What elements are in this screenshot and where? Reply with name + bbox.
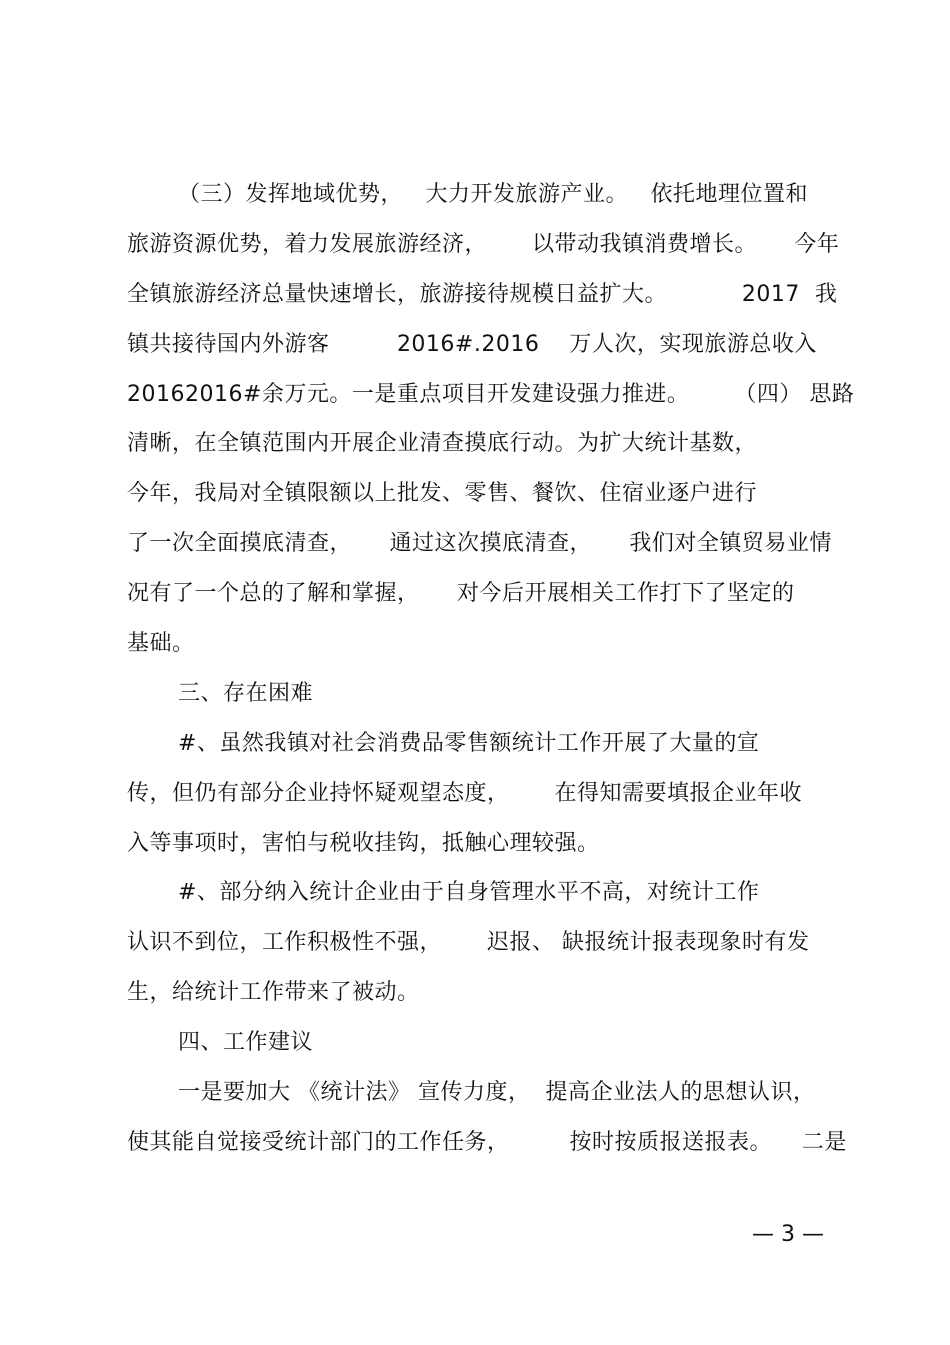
paragraph-line: 了一次全面摸底清查， 通过这次摸底清查， 我们对全镇贸易业情 [127, 531, 832, 556]
paragraph-line: 20162016#余万元。一是重点项目开发建设强力推进。 （四） 思路 [127, 382, 855, 407]
paragraph-line: 基础。 [127, 631, 195, 656]
paragraph-line: 入等事项时，害怕与税收挂钩，抵触心理较强。 [127, 831, 600, 856]
paragraph-line: 今年，我局对全镇限额以上批发、零售、餐饮、住宿业逐户进行 [127, 481, 758, 506]
paragraph-line: 况有了一个总的了解和掌握， 对今后开展相关工作打下了坚定的 [127, 581, 795, 606]
section-heading: 四、工作建议 [178, 1030, 314, 1055]
paragraph-line: #、部分纳入统计企业由于自身管理水平不高，对统计工作 [178, 880, 760, 905]
paragraph-line: 全镇旅游经济总量快速增长，旅游接待规模日益扩大。 2017 我 [127, 282, 838, 307]
paragraph-line: 生，给统计工作带来了被动。 [127, 980, 420, 1005]
paragraph-line: 使其能自觉接受统计部门的工作任务， 按时按质报送报表。 二是 [127, 1130, 847, 1155]
paragraph-line: #、虽然我镇对社会消费品零售额统计工作开展了大量的宣 [178, 731, 760, 756]
paragraph-line: 镇共接待国内外游客 2016#.2016 万人次，实现旅游总收入 [127, 332, 817, 357]
page-number: — 3 — [752, 1222, 824, 1247]
section-heading: 三、存在困难 [178, 681, 314, 706]
paragraph-line: （三）发挥地域优势， 大力开发旅游产业。 依托地理位置和 [178, 182, 808, 207]
paragraph-line: 认识不到位，工作积极性不强， 迟报、 缺报统计报表现象时有发 [127, 930, 810, 955]
paragraph-line: 旅游资源优势，着力发展旅游经济， 以带动我镇消费增长。 今年 [127, 232, 840, 257]
paragraph-line: 传，但仍有部分企业持怀疑观望态度， 在得知需要填报企业年收 [127, 781, 802, 806]
paragraph-line: 清晰，在全镇范围内开展企业清查摸底行动。为扩大统计基数， [127, 431, 758, 456]
paragraph-line: 一是要加大 《统计法》 宣传力度， 提高企业法人的思想认识， [178, 1080, 816, 1105]
